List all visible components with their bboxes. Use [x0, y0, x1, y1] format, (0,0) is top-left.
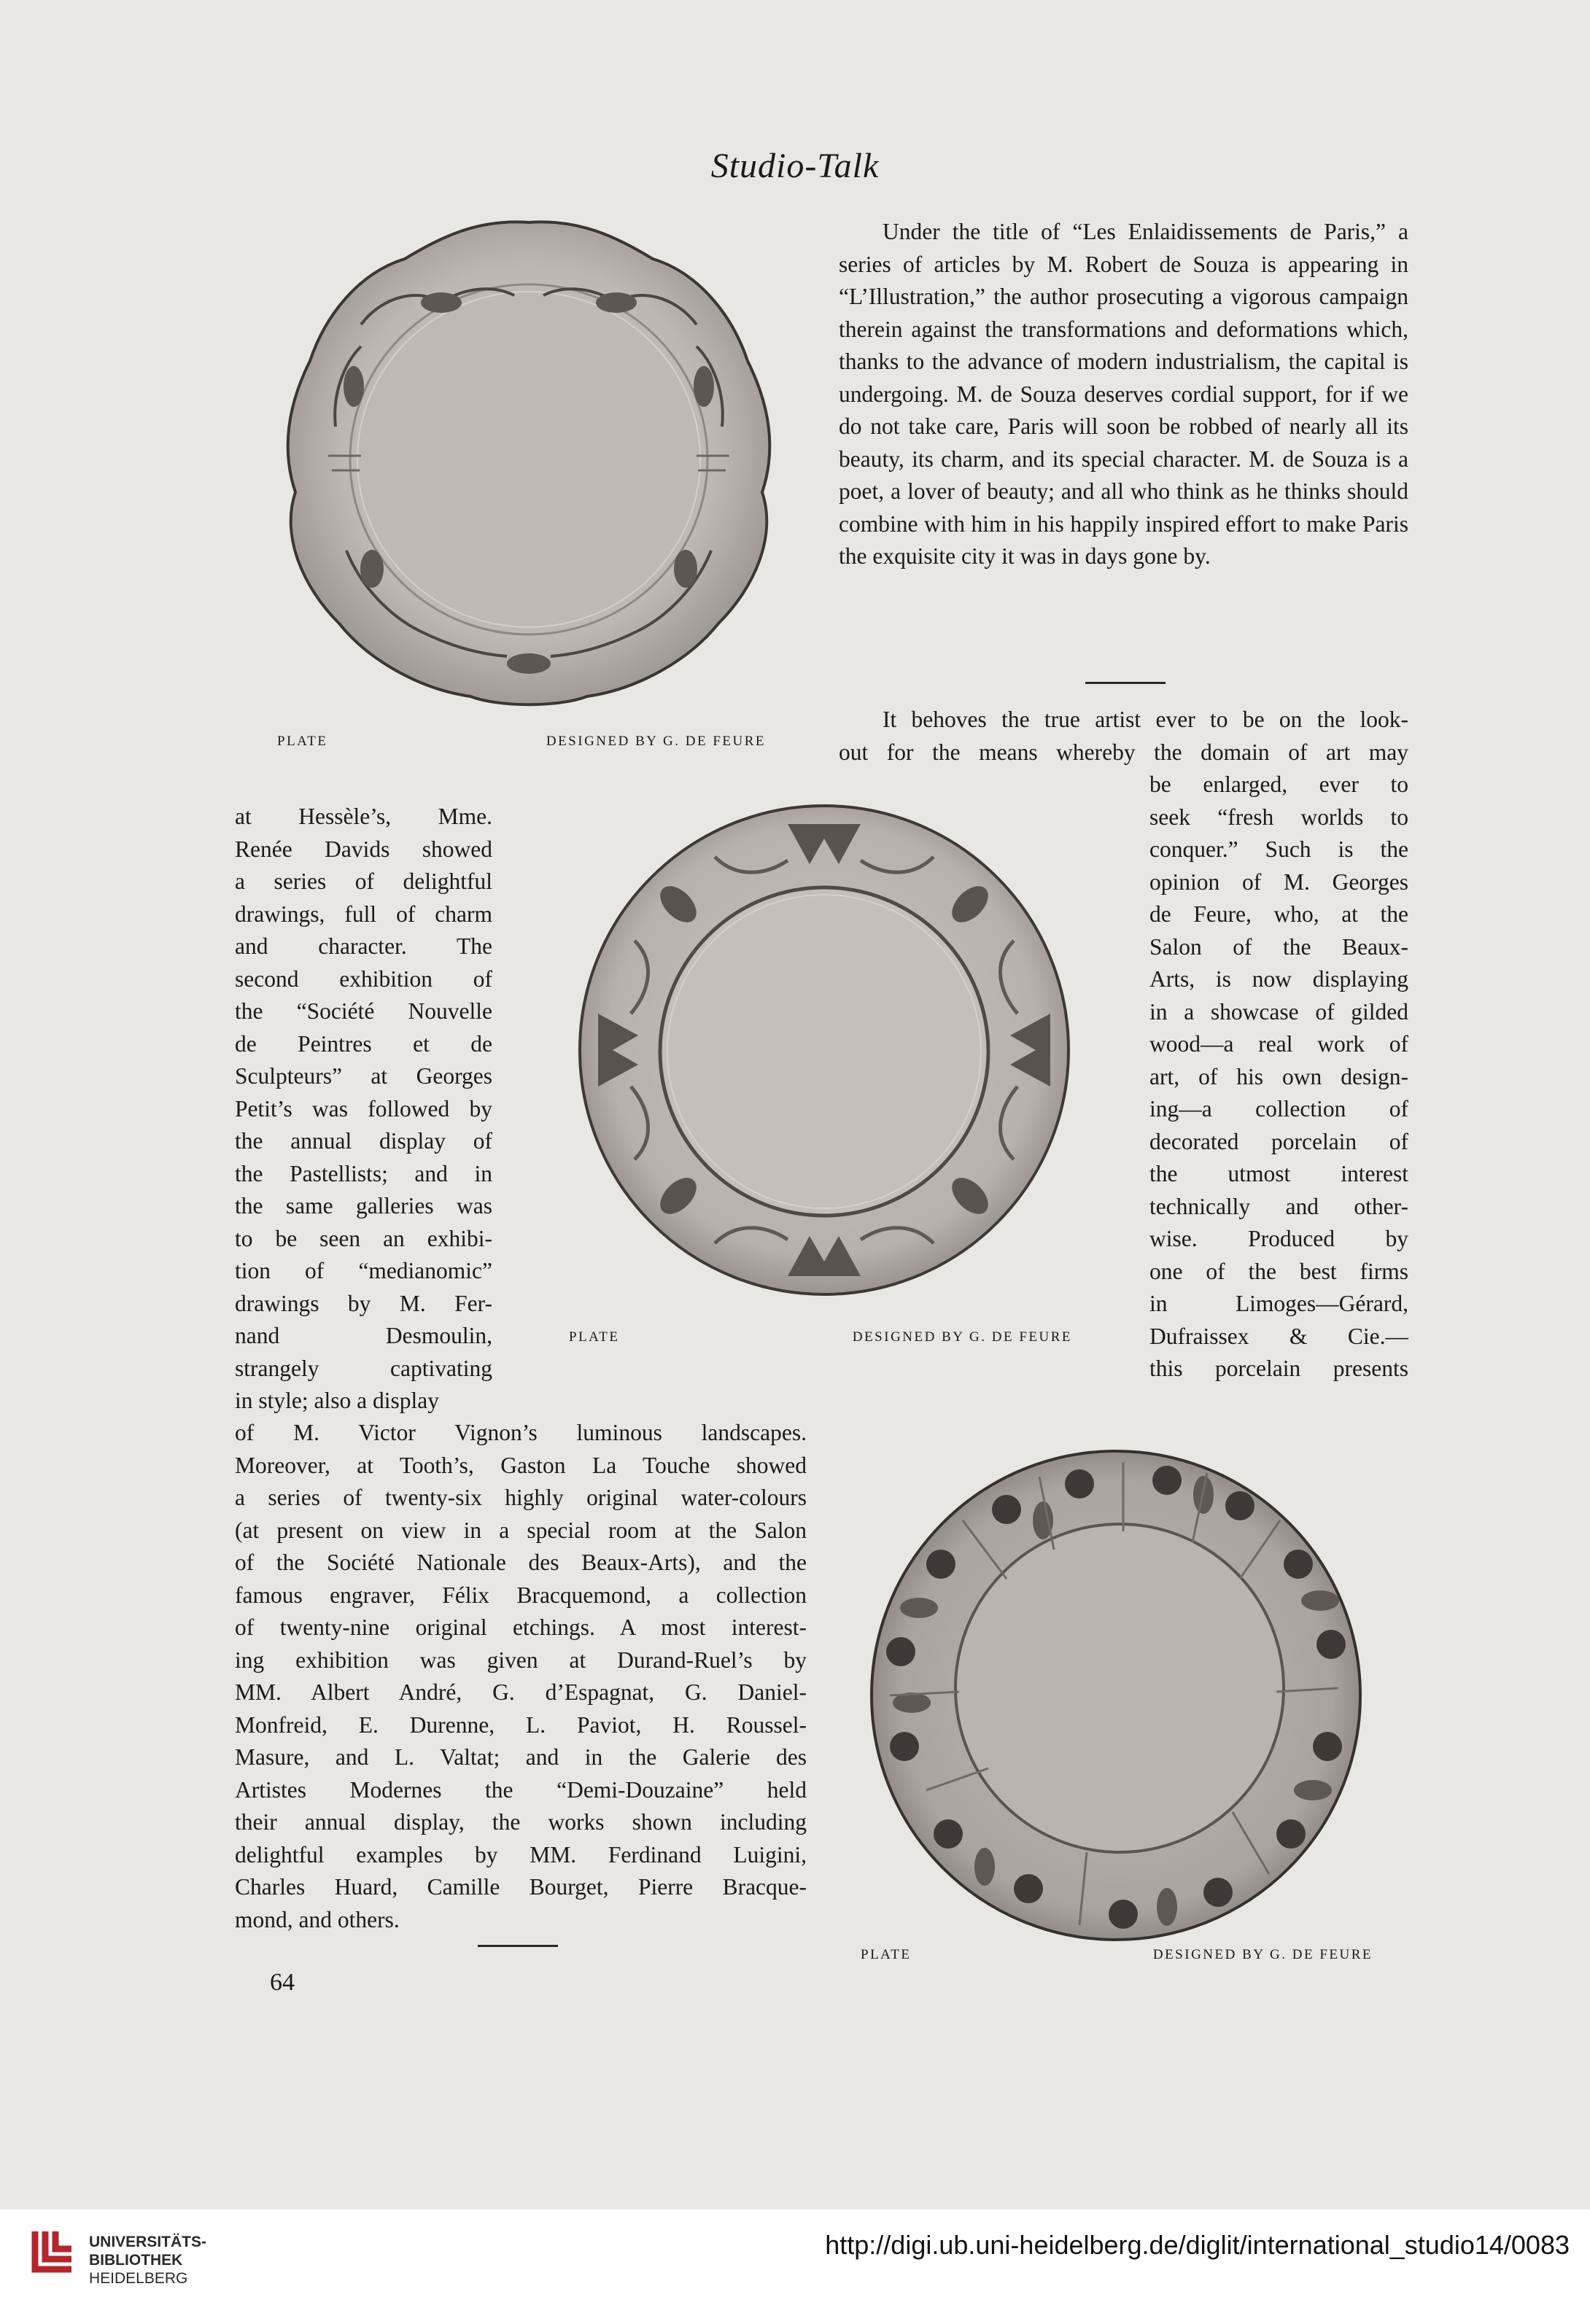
text-line: wise. Produced by	[1149, 1226, 1408, 1251]
section-divider-1	[1085, 682, 1166, 684]
source-url-link[interactable]: http://digi.ub.uni-heidelberg.de/diglit/international_studio14/0083	[825, 2230, 1570, 2260]
text-line: Arts, is now displaying	[1149, 966, 1408, 992]
text-line: be enlarged, ever to	[1149, 772, 1408, 797]
library-name-line-1: UNIVERSITÄTS-	[89, 2234, 207, 2250]
right-column-paragraph-2-top	[839, 704, 1408, 769]
text-line: Monfreid, E. Durenne, L. Paviot, H. Roussel-	[235, 1711, 807, 1738]
text-line: decorated porcelain of	[1149, 1128, 1408, 1154]
text-line: a series of delightful	[235, 868, 492, 894]
text-line: (at present on view in a special room at the Salon	[235, 1517, 807, 1543]
text-line: drawings by M. Fer-	[235, 1290, 492, 1316]
text-line: in style; also a display	[235, 1388, 439, 1413]
text-line: Masure, and L. Valtat; and in the Galerie des	[235, 1744, 807, 1770]
text-line: at Hessèle’s, Mme.	[235, 804, 492, 829]
text-line-last: mond, and others.	[235, 1906, 400, 1932]
plate-illustration-1	[274, 208, 784, 711]
left-column-wide	[235, 1417, 807, 1936]
text-line: one of the best firms	[1149, 1258, 1408, 1284]
text-line: nand Desmoulin,	[235, 1323, 492, 1348]
text-line: delightful examples by MM. Ferdinand Luigini,	[235, 1841, 807, 1868]
library-name	[89, 2233, 206, 2288]
text-line: conquer.” Such is the	[1149, 836, 1408, 862]
text-line: out for the means whereby the domain of art may	[839, 739, 1408, 765]
text-line: MM. Albert André, G. d’Espagnat, G. Daniel-	[235, 1679, 807, 1705]
library-name-line-3: HEIDELBERG	[89, 2270, 188, 2287]
right-column-paragraph-1	[839, 216, 1408, 573]
text-line: tion of “medianomic”	[235, 1258, 492, 1283]
plate-1-credit: DESIGNED BY G. DE FEURE	[546, 734, 766, 749]
plate-2-credit: DESIGNED BY G. DE FEURE	[852, 1329, 1072, 1345]
plate-1-caption	[277, 734, 766, 750]
library-footer	[0, 2210, 1590, 2324]
library-logo-icon	[28, 2224, 79, 2279]
plate-illustration-2	[569, 795, 1079, 1305]
running-title: Studio-Talk	[710, 147, 880, 185]
text-line: in Limoges—Gérard,	[1149, 1291, 1408, 1316]
left-column-narrow	[235, 801, 492, 1418]
text-line: opinion of M. Georges	[1149, 868, 1408, 895]
text-line: Renée Davids showed	[235, 836, 492, 862]
text-line: second exhibition of	[235, 965, 492, 992]
plate-2-caption	[569, 1329, 1072, 1345]
text-line: in a showcase of gilded	[1149, 998, 1408, 1025]
text-line: this porcelain presents	[1149, 1356, 1408, 1381]
text-line: ing—a collection of	[1149, 1096, 1408, 1122]
text-line: Salon of the Beaux-	[1149, 933, 1408, 960]
right-column-paragraph-2-narrow	[1149, 769, 1408, 1386]
text-line: Petit’s was followed by	[235, 1095, 492, 1122]
text-line: of the Société Nationale des Beaux-Arts), and the	[235, 1550, 807, 1575]
plate-3-caption	[861, 1947, 1373, 1963]
text-line: the “Société Nouvelle	[235, 998, 492, 1024]
plate-3-label: PLATE	[861, 1947, 912, 1962]
text-line: Artistes Modernes the “Demi-Douzaine” held	[235, 1776, 807, 1803]
text-line: to be seen an exhibi-	[235, 1225, 492, 1251]
text-line: technically and other-	[1149, 1193, 1408, 1219]
text-line: the same galleries was	[235, 1193, 492, 1219]
text-line: de Feure, who, at the	[1149, 901, 1408, 927]
text-line: seek “fresh worlds to	[1149, 804, 1408, 830]
plate-3-credit: DESIGNED BY G. DE FEURE	[1152, 1947, 1373, 1962]
text-line: Charles Huard, Camille Bourget, Pierre Bracque-	[235, 1874, 807, 1900]
text-line: Sculpteurs” at Georges	[235, 1063, 492, 1089]
text-line: art, of his own design-	[1149, 1063, 1408, 1089]
text-line: strangely captivating	[235, 1355, 492, 1381]
text-line: of M. Victor Vignon’s luminous landscapes.	[235, 1420, 807, 1445]
text-line: wood—a real work of	[1149, 1031, 1408, 1057]
text-line: their annual display, the works shown including	[235, 1809, 807, 1835]
text-line: ing exhibition was given at Durand-Ruel’s by	[235, 1647, 807, 1673]
text-line: Dufraissex & Cie.—	[1149, 1323, 1408, 1349]
text-line: the Pastellists; and in	[235, 1160, 492, 1186]
text-line: It behoves the true artist ever to be on the look-	[883, 707, 1408, 732]
text-line: the annual display of	[235, 1128, 492, 1154]
text-line: the utmost interest	[1149, 1161, 1408, 1186]
library-name-line-2: BIBLIOTHEK	[89, 2252, 183, 2269]
paragraph-les-enlaidissements: Under the title of “Les Enlaidissements de Paris,” a series of articles by M. Robert de Souza is appearing in “L’Illustration,” the author prosecuting a vigorous campaign therein against the transformations and deformations which, thanks to the advance of modern industrialism, the capital is undergoing. M. de Souza deserves cordial support, for if we do not take care, Paris will soon be robbed of nearly all its beauty, its charm, and its special character. M. de Souza is a poet, a lover of beauty; and all who think as he thinks should combine with him in his happily inspired effort to make Paris the exquisite city it was in days gone by.	[839, 219, 1408, 569]
section-divider-2	[478, 1945, 558, 1947]
text-line: of twenty-nine original etchings. A most interest-	[235, 1614, 807, 1640]
plate-2-label: PLATE	[569, 1329, 620, 1345]
plate-illustration-3	[861, 1440, 1371, 1951]
text-line: famous engraver, Félix Bracquemond, a collection	[235, 1582, 807, 1608]
text-line: a series of twenty-six highly original water-colours	[235, 1485, 807, 1510]
text-line: Moreover, at Tooth’s, Gaston La Touche showed	[235, 1452, 807, 1478]
page-number: 64	[270, 1969, 295, 1996]
text-line: drawings, full of charm	[235, 901, 492, 927]
text-line: and character. The	[235, 933, 492, 959]
text-line: de Peintres et de	[235, 1030, 492, 1057]
plate-1-label: PLATE	[277, 734, 328, 749]
